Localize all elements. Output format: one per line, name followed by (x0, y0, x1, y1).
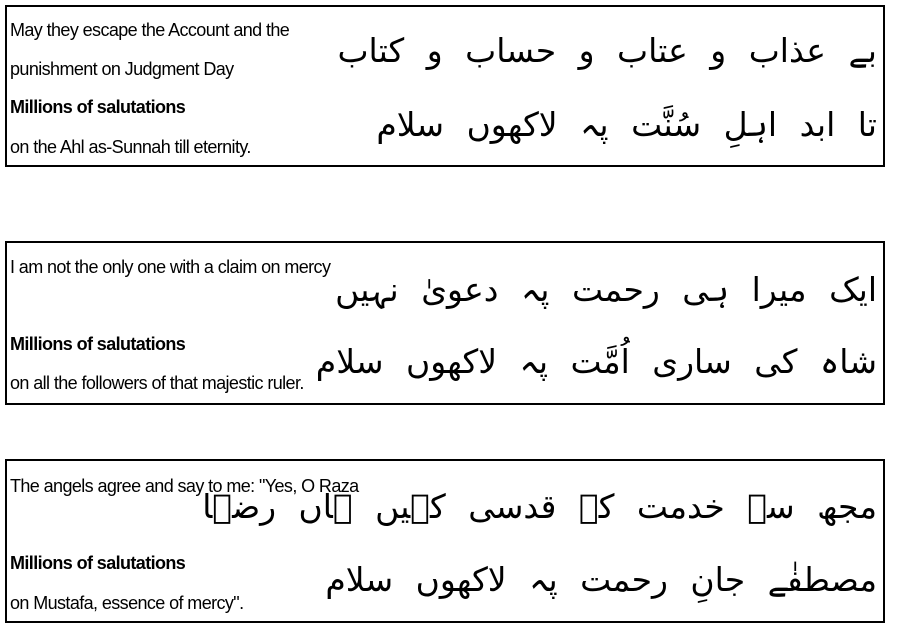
salutation-heading: Millions of salutations (10, 334, 186, 354)
urdu-line: ایک میرا ہی رحمت پہ دعویٰ نہیں (335, 270, 877, 309)
salutation-heading: Millions of salutations (10, 97, 186, 117)
english-line: May they escape the Account and the (10, 20, 290, 40)
urdu-line: مجھ سے خدمت کے قدسی کہیں ہاں رضؔا (202, 487, 877, 526)
english-line: I am not the only one with a claim on mercy (10, 257, 331, 277)
english-line: The angels agree and say to me: "Yes, O Raza (10, 476, 359, 496)
english-line: on the Ahl as-Sunnah till eternity. (10, 137, 251, 157)
verse-box-2 (5, 241, 885, 405)
urdu-line: مصطفٰے جانِ رحمت پہ لاکھوں سلام (325, 560, 877, 599)
salutation-heading: Millions of salutations (10, 553, 186, 573)
english-line: on Mustafa, essence of mercy". (10, 593, 244, 613)
verse-box-1 (5, 5, 885, 167)
urdu-line: تا ابد اہلِ سُنَّت پہ لاکھوں سلام (376, 105, 877, 144)
english-line: punishment on Judgment Day (10, 59, 234, 79)
verse-box-3 (5, 459, 885, 623)
english-line: on all the followers of that majestic ruler. (10, 373, 304, 393)
urdu-line: بے عذاب و عتاب و حساب و کتاب (337, 31, 877, 70)
urdu-line: شاہ کی ساری اُمَّت پہ لاکھوں سلام (315, 342, 877, 381)
